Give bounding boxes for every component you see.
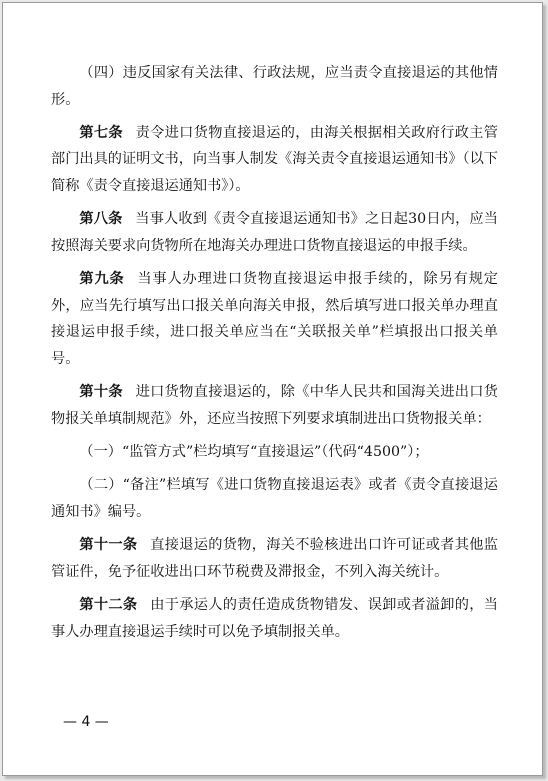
document-page [2, 2, 543, 776]
article-12 [51, 592, 498, 645]
article-7 [51, 120, 498, 200]
article-heading: 第十条 [79, 384, 123, 401]
article-8 [51, 206, 498, 259]
paragraph-text: （二）“备注”栏填写《进口货物直接退运表》或者《责令直接退运通知书》编号。 [51, 477, 498, 521]
paragraph-text: 进口货物直接退运的，除《中华人民共和国海关进出口货物报关单填制规范》外，还应当按照下列要求填制进出口货物报关单： [51, 384, 498, 427]
paragraph-text: 由于承运人的责任造成货物错发、误卸或者溢卸的，当事人办理直接退运手续时可以免予填制报关单。 [51, 597, 498, 640]
page-number: — 4 — [63, 714, 109, 730]
article-heading: 第十一条 [79, 537, 138, 554]
paragraph-text: 当事人办理进口货物直接退运申报手续的，除另有规定外，应当先行填写出口报关单向海关申报，然后填写进口报关单办理直接退运申报手续，进口报关单应当在“关联报关单”栏填报出口报关单号。 [51, 271, 498, 367]
article-heading: 第七条 [79, 124, 123, 141]
list-item-2 [51, 472, 498, 525]
paragraph-text: 当事人收到《责令直接退运通知书》之日起30日内，应当按照海关要求向货物所在地海关办理进口货物直接退运的申报手续。 [51, 211, 498, 254]
clause-item-4 [51, 60, 498, 113]
paragraph-text: 直接退运的货物，海关不验核进出口许可证或者其他监管证件，免予征收进出口环节税费及滞报金，不列入海关统计。 [51, 537, 498, 580]
article-9 [51, 266, 498, 372]
article-10 [51, 379, 498, 432]
paragraph-text: 责令进口货物直接退运的，由海关根据相关政府行政主管部门出具的证明文书，向当事人制发《海关责令直接退运通知书》（以下简称《责令直接退运通知书》）。 [51, 124, 498, 195]
article-heading: 第九条 [79, 271, 125, 288]
paragraph-text: （四）违反国家有关法律、行政法规，应当责令直接退运的其他情形。 [51, 65, 498, 108]
paragraph-text: （一）“监管方式”栏均填写“直接退运”（代码“4500”）； [79, 444, 429, 461]
article-heading: 第十二条 [79, 597, 138, 614]
document-body [51, 60, 498, 652]
article-heading: 第八条 [79, 211, 123, 228]
list-item-1 [51, 439, 498, 466]
article-11 [51, 532, 498, 585]
